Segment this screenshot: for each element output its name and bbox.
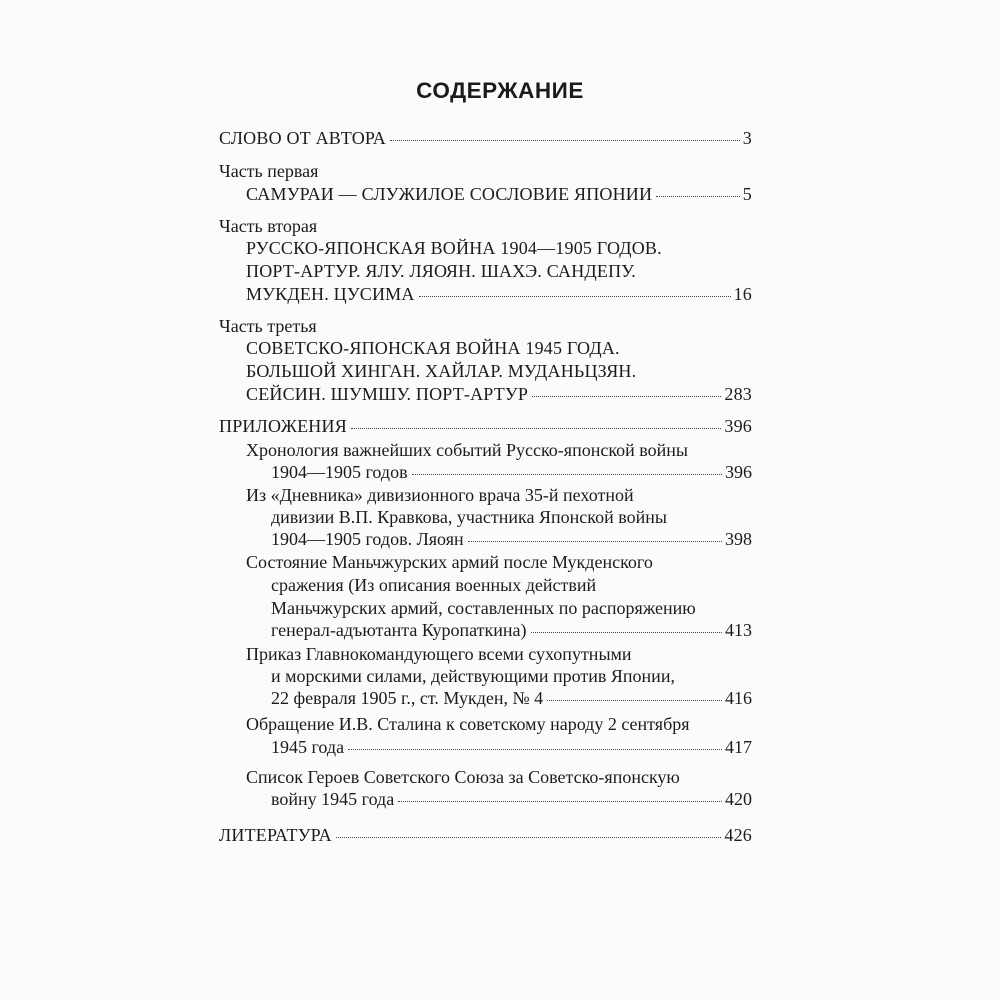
toc-page-number: 396 <box>724 416 752 436</box>
dot-leader <box>656 196 740 197</box>
toc-entry-appendix-item: 22 февраля 1905 г., ст. Мукден, № 4 416 <box>271 688 752 708</box>
toc-page-number: 417 <box>725 737 752 757</box>
toc-entry-appendix-item: войну 1945 года 420 <box>271 789 752 809</box>
toc-page-number: 3 <box>742 128 752 148</box>
part-label: Часть первая <box>219 161 319 181</box>
toc-entry-line: Хронология важнейших событий Русско-японской войны <box>246 440 689 460</box>
dot-leader <box>336 837 722 838</box>
toc-entry-line: Приказ Главнокомандующего всеми сухопутными <box>246 644 632 664</box>
toc-entry-line: Обращение И.В. Сталина к советскому народу 2 сентября <box>246 714 690 734</box>
toc-page-number: 16 <box>733 284 752 304</box>
toc-page-number: 420 <box>725 789 752 809</box>
toc-entry-line: БОЛЬШОЙ ХИНГАН. ХАЙЛАР. МУДАНЬЦЗЯН. <box>246 361 637 381</box>
toc-page-number: 5 <box>742 184 752 204</box>
toc-entry-part3 <box>246 385 752 403</box>
toc-page-number: 416 <box>725 688 752 708</box>
toc-entry-line: Из «Дневника» дивизионного врача 35-й пехотной <box>246 485 634 505</box>
dot-leader <box>398 801 722 802</box>
toc-entry-title: МУКДЕН. ЦУСИМА <box>246 284 415 304</box>
toc-page-number: 396 <box>725 462 752 482</box>
toc-entry-literature <box>219 826 752 844</box>
dot-leader <box>531 632 723 633</box>
toc-entry-appendix-item: 1945 года 417 <box>271 737 752 757</box>
toc-entry-line: РУССКО-ЯПОНСКАЯ ВОЙНА 1904—1905 ГОДОВ. <box>246 238 662 258</box>
toc-entry-line: СОВЕТСКО-ЯПОНСКАЯ ВОЙНА 1945 ГОДА. <box>246 338 620 358</box>
toc-entry-appendix-item: 1904—1905 годов 396 <box>271 462 752 482</box>
toc-page-number: 398 <box>725 529 752 549</box>
toc-entry-author-word <box>219 129 752 147</box>
toc-entry-line: дивизии В.П. Кравкова, участника Японской войны <box>271 507 667 527</box>
toc-entry-title: СЕЙСИН. ШУМШУ. ПОРТ-АРТУР <box>246 384 529 404</box>
toc-entry-appendix <box>219 417 752 435</box>
dot-leader <box>532 396 721 397</box>
part-label: Часть вторая <box>219 216 318 236</box>
toc-entry-line: Состояние Маньчжурских армий после Мукденского <box>246 552 653 572</box>
dot-leader <box>547 700 722 701</box>
dot-leader <box>412 474 722 475</box>
toc-entry-title: СЛОВО ОТ АВТОРА <box>219 128 386 148</box>
toc-entry-line: ПОРТ-АРТУР. ЯЛУ. ЛЯОЯН. ШАХЭ. САНДЕПУ. <box>246 261 636 281</box>
toc-entry-title: ЛИТЕРАТУРА <box>219 825 332 845</box>
toc-entry-line: Список Героев Советского Союза за Советско-японскую <box>246 767 680 787</box>
toc-page-number: 413 <box>725 620 752 640</box>
toc-entry-line: сражения (Из описания военных действий <box>271 575 597 595</box>
toc-entry-part1 <box>246 185 752 203</box>
toc-entry-title: САМУРАИ — СЛУЖИЛОЕ СОСЛОВИЕ ЯПОНИИ <box>246 184 653 204</box>
toc-page-number: 426 <box>724 825 752 845</box>
dot-leader <box>419 296 731 297</box>
dot-leader <box>351 428 721 429</box>
toc-entry-part2 <box>246 285 752 303</box>
toc-entry-title: ПРИЛОЖЕНИЯ <box>219 416 347 436</box>
toc-entry-appendix-item: 1904—1905 годов. Ляоян 398 <box>271 529 752 549</box>
toc-entry-line: и морскими силами, действующими против Японии, <box>271 666 675 686</box>
dot-leader <box>348 749 722 750</box>
contents-heading: СОДЕРЖАНИЕ <box>416 78 584 103</box>
toc-entry-line: Маньчжурских армий, составленных по распоряжению <box>271 598 696 618</box>
dot-leader <box>390 140 740 141</box>
dot-leader <box>468 541 722 542</box>
toc-page-number: 283 <box>724 384 752 404</box>
part-label: Часть третья <box>219 316 317 336</box>
toc-entry-appendix-item: генерал-адъютанта Куропаткина) 413 <box>271 620 752 640</box>
